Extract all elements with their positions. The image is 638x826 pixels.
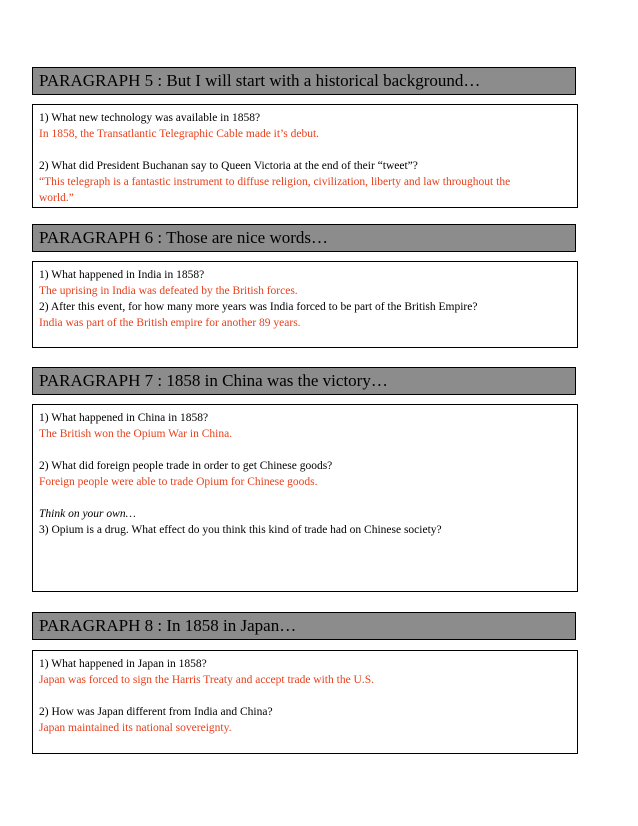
p8-question-1: 1) What happened in Japan in 1858? <box>39 658 207 670</box>
paragraph-8-box <box>32 650 578 754</box>
p7-question-2: 2) What did foreign people trade in order to get Chinese goods? <box>39 460 333 472</box>
paragraph-5-header: PARAGRAPH 5 : But I will start with a historical background… <box>32 67 576 95</box>
p5-answer-1: In 1858, the Transatlantic Telegraphic Cable made it’s debut. <box>39 128 320 140</box>
p7-answer-2: Foreign people were able to trade Opium for Chinese goods. <box>39 476 318 488</box>
p8-answer-1: Japan was forced to sign the Harris Treaty and accept trade with the U.S. <box>39 674 375 686</box>
p6-answer-1: The uprising in India was defeated by the British forces. <box>39 285 298 297</box>
p6-question-2: 2) After this event, for how many more years was India forced to be part of the British Empire? <box>39 301 478 313</box>
p8-question-2: 2) How was Japan different from India and China? <box>39 706 273 718</box>
p6-answer-2: India was part of the British empire for another 89 years. <box>39 317 301 329</box>
paragraph-6-header: PARAGRAPH 6 : Those are nice words… <box>32 224 576 252</box>
p5-answer-2-line-1: “This telegraph is a fantastic instrument to diffuse religion, civilization, liberty and law throughout the <box>39 176 511 188</box>
p5-question-1: 1) What new technology was available in 1858? <box>39 112 261 124</box>
paragraph-6-box <box>32 261 578 348</box>
paragraph-8-header: PARAGRAPH 8 : In 1858 in Japan… <box>32 612 576 640</box>
paragraph-5-box <box>32 104 578 208</box>
p8-answer-2: Japan maintained its national sovereignty. <box>39 722 232 734</box>
paragraph-7-header: PARAGRAPH 7 : 1858 in China was the victory… <box>32 367 576 395</box>
p5-question-2: 2) What did President Buchanan say to Queen Victoria at the end of their “tweet”? <box>39 160 418 172</box>
p6-question-1: 1) What happened in India in 1858? <box>39 269 205 281</box>
p5-answer-2-line-2: world.” <box>39 192 74 204</box>
p7-question-3: 3) Opium is a drug. What effect do you think this kind of trade had on Chinese society? <box>39 524 442 536</box>
p7-question-1: 1) What happened in China in 1858? <box>39 412 209 424</box>
p7-answer-1: The British won the Opium War in China. <box>39 428 233 440</box>
paragraph-7-box <box>32 404 578 592</box>
p7-think-prompt: Think on your own… <box>39 508 136 520</box>
